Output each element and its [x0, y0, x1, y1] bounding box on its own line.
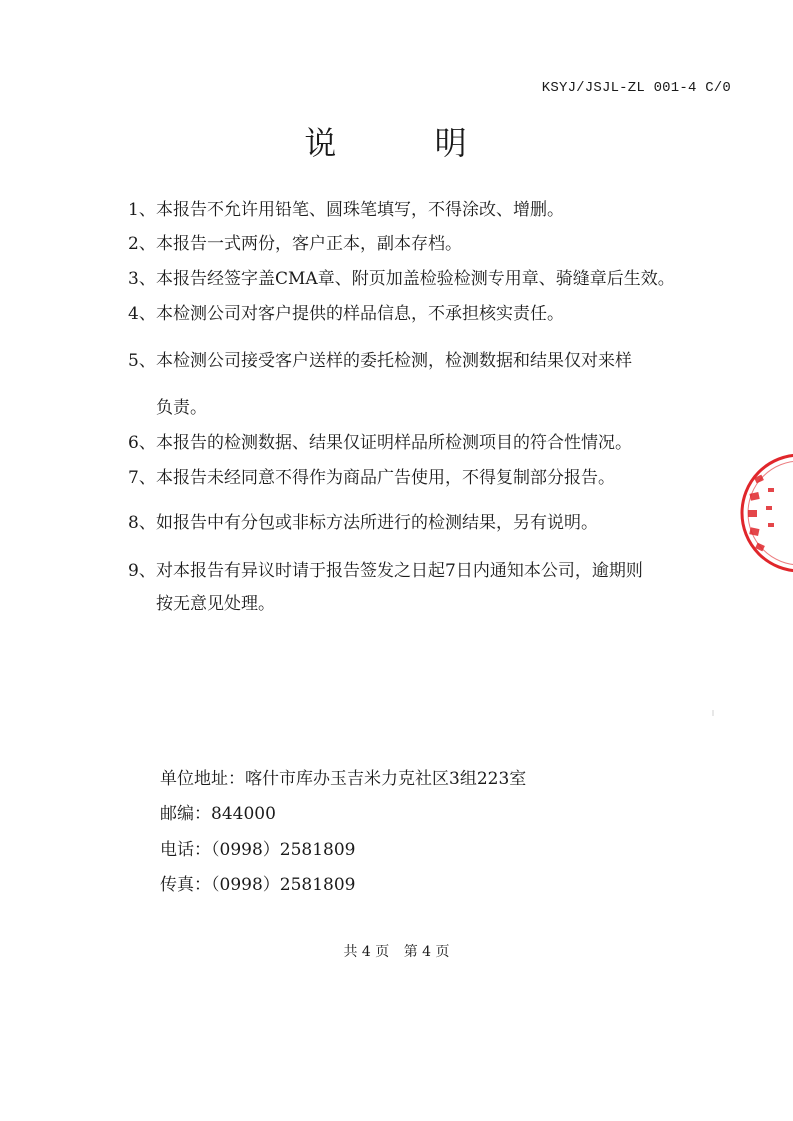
item-number: 6、	[128, 433, 156, 453]
list-item	[128, 511, 598, 535]
page-footer	[0, 941, 793, 961]
item-text: 本报告一式两份，客户正本，副本存档。	[156, 234, 462, 254]
seal-stamp-icon	[738, 448, 793, 578]
item-number: 3、	[128, 269, 156, 289]
total-pages: 共 4 页	[343, 944, 390, 960]
item-text: 本检测公司对客户提供的样品信息，不承担核实责任。	[156, 304, 564, 324]
scan-mark	[712, 710, 714, 716]
list-item	[128, 466, 615, 490]
item-text: 负责。	[156, 398, 207, 418]
item-text: 本报告未经同意不得作为商品广告使用，不得复制部分报告。	[156, 468, 615, 488]
document-code: KSYJ/JSJL-ZL 001-4 C/0	[541, 80, 731, 96]
item-text: 对本报告有异议时请于报告签发之日起7日内通知本公司，逾期则	[156, 561, 643, 581]
list-item	[128, 431, 632, 455]
current-page: 第 4 页	[403, 944, 450, 960]
postcode: 邮编：844000	[160, 804, 276, 824]
item-text: 如报告中有分包或非标方法所进行的检测结果，另有说明。	[156, 513, 598, 533]
fax: 传真：（0998）2581809	[160, 875, 356, 895]
item-number: 9、	[128, 561, 156, 581]
list-item	[128, 198, 564, 222]
phone: 电话：（0998）2581809	[160, 840, 356, 860]
item-text: 本报告的检测数据、结果仅证明样品所检测项目的符合性情况。	[156, 433, 632, 453]
list-item	[128, 232, 462, 256]
item-text: 按无意见处理。	[156, 594, 275, 614]
list-item	[128, 302, 564, 326]
item-text: 本检测公司接受客户送样的委托检测，检测数据和结果仅对来样	[156, 351, 632, 371]
item-number: 8、	[128, 513, 156, 533]
item-number: 7、	[128, 468, 156, 488]
list-item	[128, 349, 632, 373]
list-item	[128, 559, 643, 583]
item-number: 2、	[128, 234, 156, 254]
item-number: 4、	[128, 304, 156, 324]
item-number: 5、	[128, 351, 156, 371]
list-item	[128, 267, 675, 291]
address: 单位地址：喀什市库办玉吉米力克社区3组223室	[160, 769, 527, 789]
item-number: 1、	[128, 200, 156, 220]
item-text: 本报告经签字盖CMA章、附页加盖检验检测专用章、骑缝章后生效。	[156, 269, 675, 289]
item-text: 本报告不允许用铅笔、圆珠笔填写，不得涂改、增删。	[156, 200, 564, 220]
page-title: 说 明	[304, 124, 511, 162]
